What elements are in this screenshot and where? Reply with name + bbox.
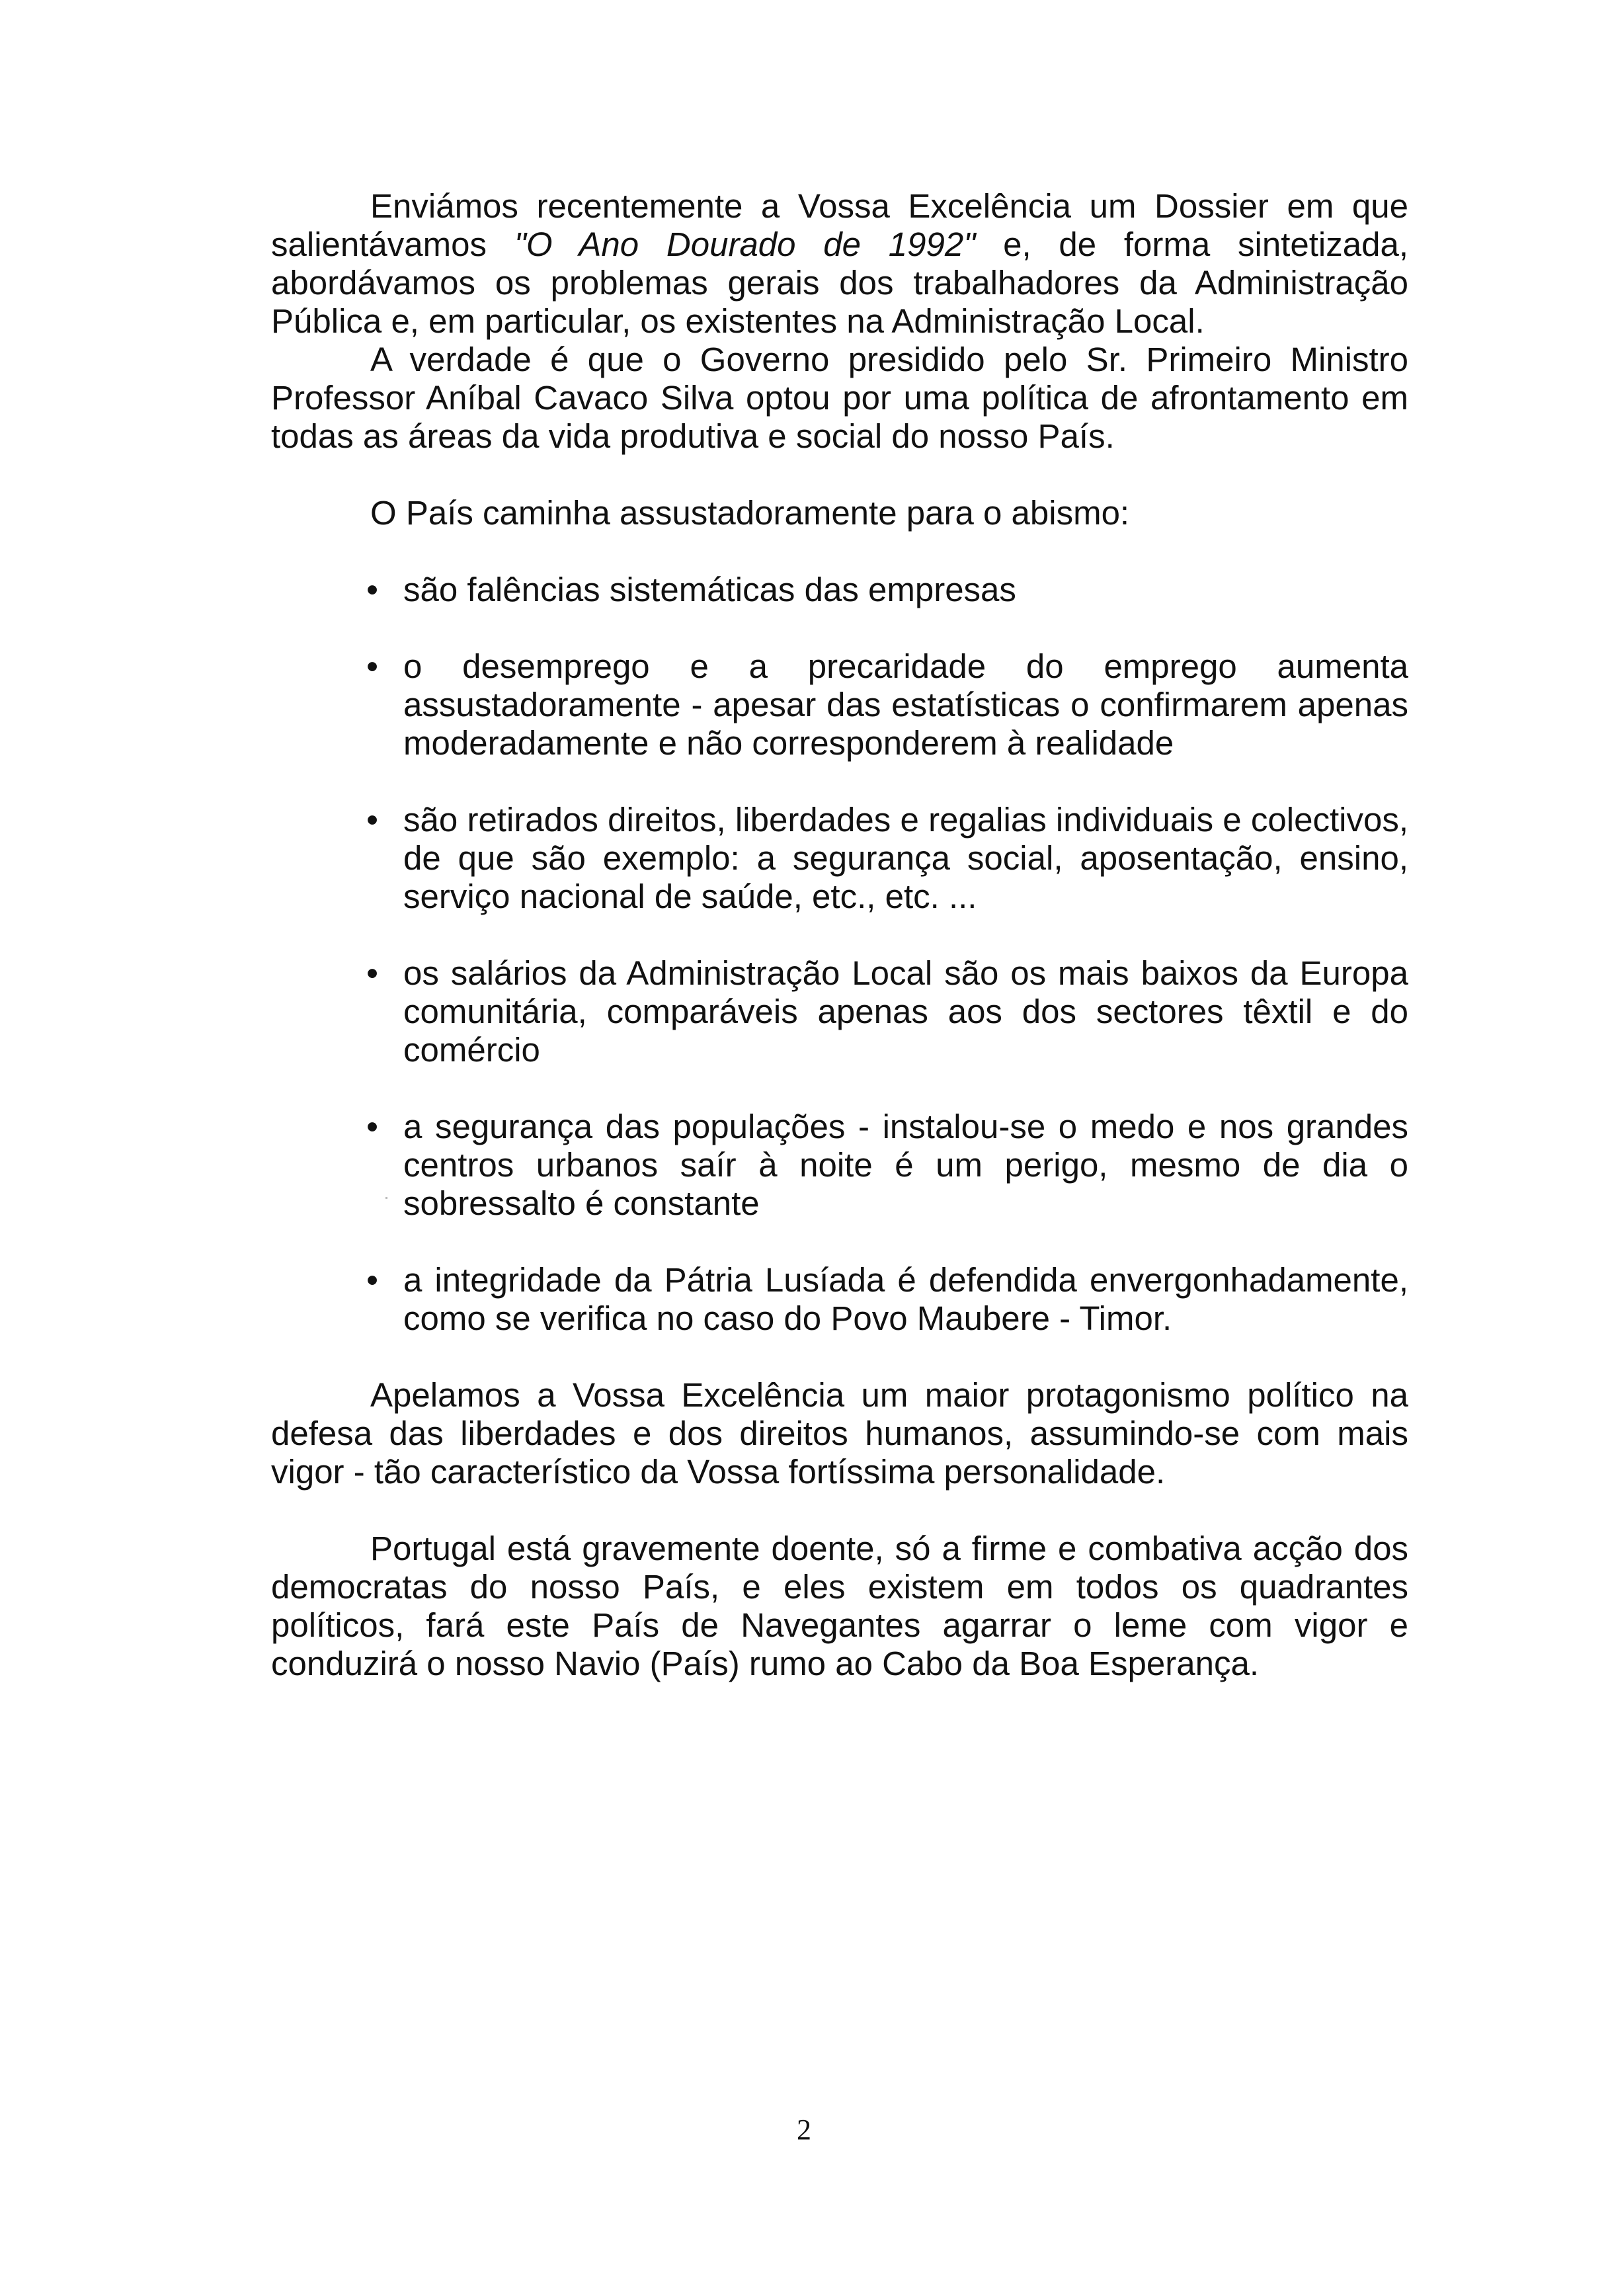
list-item [366, 647, 1408, 762]
paragraph-appeal: Apelamos a Vossa Excelência um maior protagonismo político na defesa das liberdades e dos direitos humanos, assumindo-se com mais vigor - tão característico da Vossa fortíssima personalidade. [271, 1376, 1408, 1491]
list-item [366, 801, 1408, 916]
list-item-text: a integridade da Pátria Lusíada é defendida envergonhadamente, como se verifica no caso do Povo Maubere - Timor. [403, 1261, 1408, 1337]
list-item-text: são falências sistemáticas das empresas [403, 571, 1016, 608]
bullet-icon: • [366, 1261, 378, 1299]
bullet-icon: • [366, 1108, 378, 1145]
spacer [271, 1491, 1408, 1530]
list-item-text: os salários da Administração Local são os mais baixos da Europa comunitária, comparáveis apenas aos dos sectores têxtil e do comércio [403, 954, 1408, 1069]
paragraph-government: A verdade é que o Governo presidido pelo Sr. Primeiro Ministro Professor Aníbal Cavaco Silva optou por uma política de afrontamento em todas as áreas da vida produtiva e social do nosso País. [271, 341, 1408, 455]
list-item-text: são retirados direitos, liberdades e regalias individuais e colectivos, de que são exemplo: a segurança social, aposentação, ensino, serviço nacional de saúde, etc., etc. ... [403, 801, 1408, 915]
spacer [271, 456, 1408, 494]
list-item [366, 1108, 1408, 1223]
list-item [366, 1261, 1408, 1338]
list-item [366, 954, 1408, 1069]
page-number: 2 [797, 2113, 811, 2146]
spacer [271, 532, 1408, 571]
paragraph-dossier-start: Enviámos recentemente a Vossa Excelência um Dossier em que salientávamos [271, 187, 1408, 263]
bullet-icon: • [366, 801, 378, 839]
list-item [366, 571, 1408, 609]
list-item-text: o desemprego e a precaridade do emprego aumenta assustadoramente - apesar das estatísticas o confirmarem apenas moderadamente e não corresponderem à realidade [403, 647, 1408, 762]
letter-body [271, 187, 1408, 1683]
bullet-icon: • [366, 647, 378, 685]
paragraph-dossier [271, 187, 1408, 341]
paragraph-portugal: Portugal está gravemente doente, só a firme e combativa acção dos democratas do nosso País, e eles existem em todos os quadrantes políticos, fará este País de Navegantes agarrar o leme com vigor e conduzirá o nosso Navio (País) rumo ao Cabo da Boa Esperança. [271, 1530, 1408, 1682]
list-item-text: a segurança das populações - instalou-se o medo e nos grandes centros urbanos saír à noite é um perigo, mesmo de dia o sobressalto é constante [403, 1108, 1408, 1222]
paragraph-dossier-end: e, de forma sintetizada, abordávamos os problemas gerais dos trabalhadores da Administração Pública e, em particular, os existentes na Administração Local. [271, 226, 1408, 340]
bullet-icon: • [366, 954, 378, 992]
bullet-list [366, 571, 1408, 1338]
italic-title: "O Ano Dourado de 1992" [514, 226, 976, 263]
bullet-icon: • [366, 571, 378, 608]
paragraph-abyss-intro: O País caminha assustadoramente para o abismo: [370, 494, 1130, 532]
scan-speck [385, 1197, 387, 1199]
